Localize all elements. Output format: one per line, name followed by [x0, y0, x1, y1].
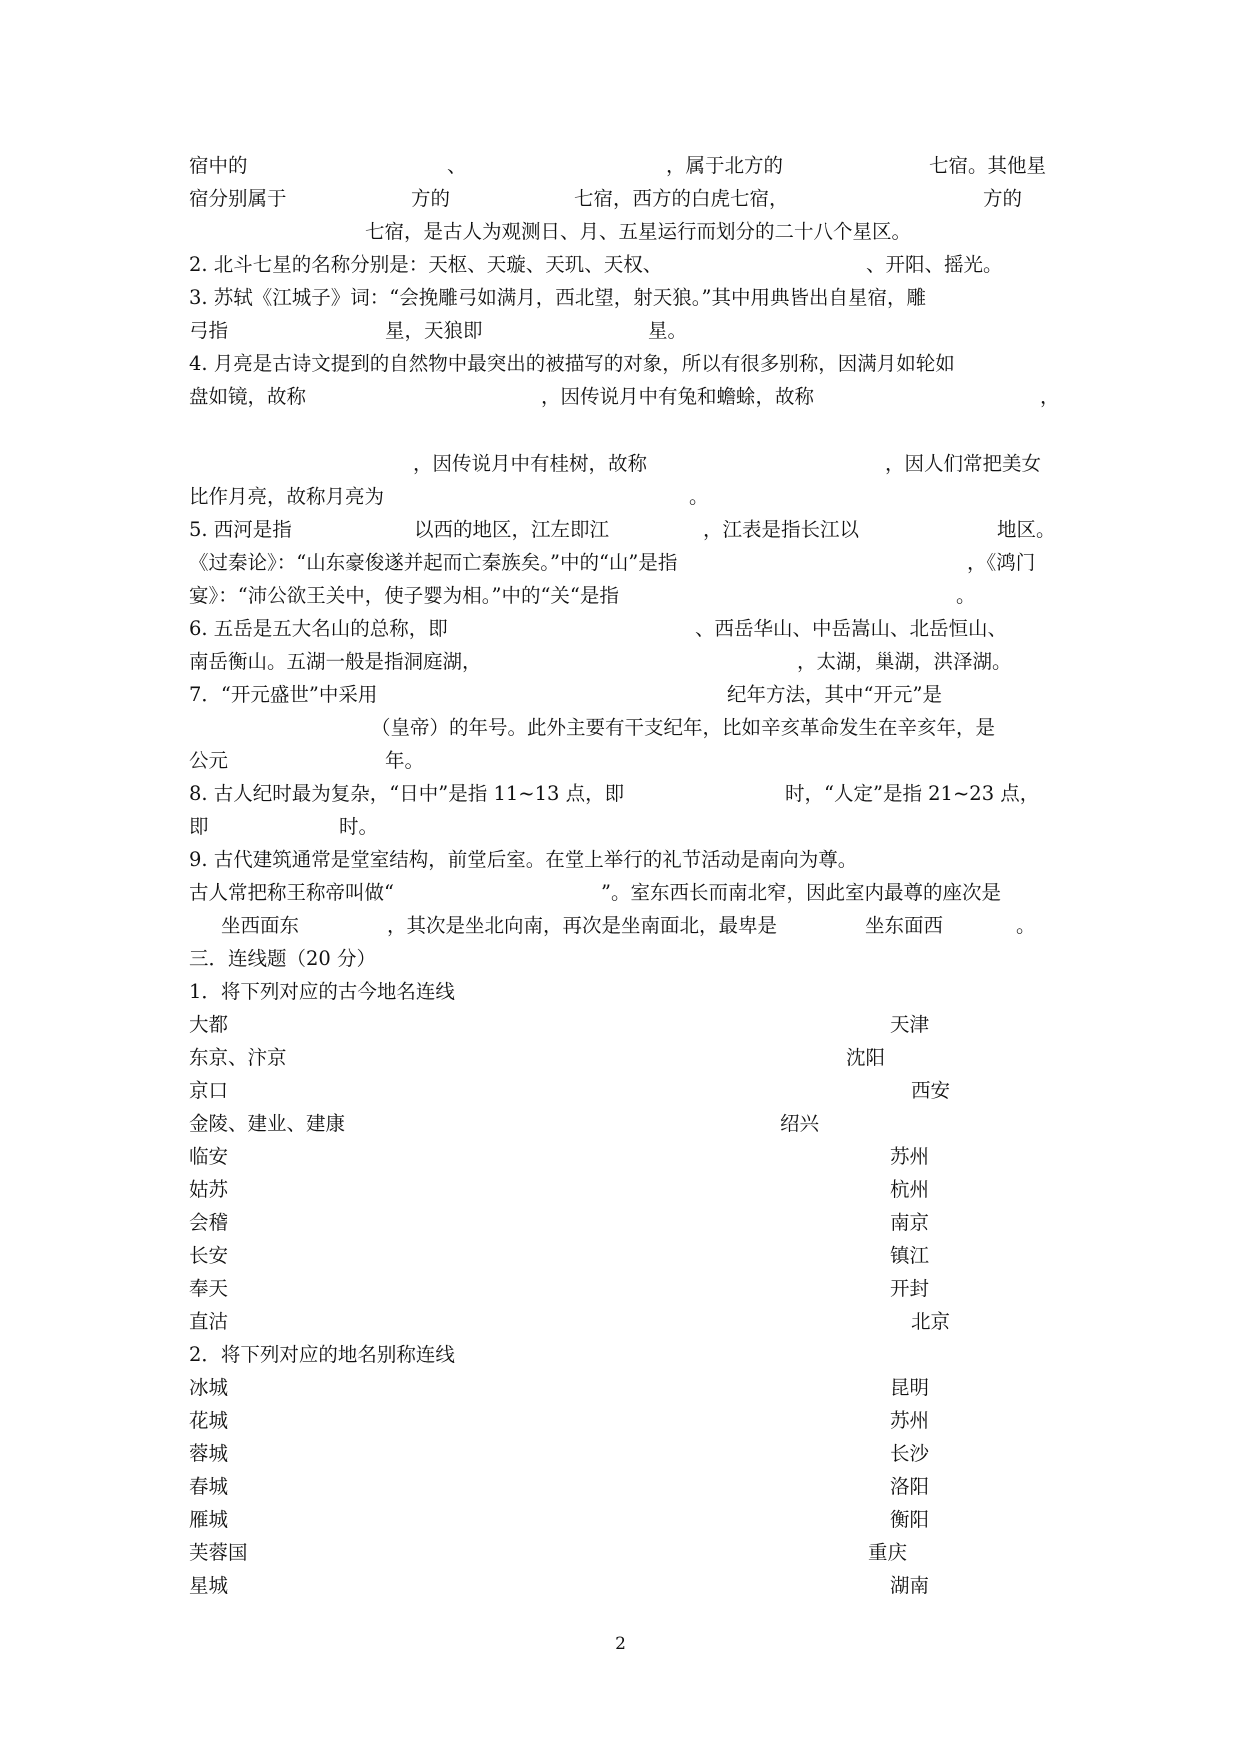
text-segment: 星。 [648, 319, 688, 342]
text-line [189, 581, 1049, 611]
text-line [189, 1175, 1049, 1205]
text-line [189, 316, 1049, 346]
text-segment: 《过秦论》：“山东豪俊遂并起而亡秦族矣。”中的“山”是指 [189, 551, 678, 574]
text-segment: 西安 [911, 1079, 951, 1102]
text-segment: 6. 五岳是五大名山的总称，即 [189, 617, 448, 640]
text-line [189, 1274, 1049, 1304]
text-segment: 会稽 [189, 1211, 229, 1234]
text-segment: 。 [1016, 914, 1036, 937]
text-segment: 即 [189, 815, 209, 838]
text-line [189, 1373, 1049, 1403]
text-segment: 、开阳、摇光。 [866, 253, 1003, 276]
text-segment: 花城 [189, 1409, 229, 1432]
text-segment: （皇帝）的年号。此外主要有干支纪年，比如辛亥革命发生在辛亥年，是 [371, 716, 996, 739]
text-segment: 长沙 [890, 1442, 930, 1465]
text-segment: 。 [689, 485, 709, 508]
text-segment: 昆明 [890, 1376, 930, 1399]
text-line [189, 647, 1049, 677]
text-line [189, 680, 1049, 710]
text-segment: 比作月亮，故称月亮为 [189, 485, 385, 508]
text-segment: 。 [956, 584, 976, 607]
text-line [189, 1241, 1049, 1271]
text-segment: 苏州 [890, 1409, 930, 1432]
text-segment: 弓指 [189, 319, 229, 342]
text-segment: 星城 [189, 1574, 229, 1597]
text-segment: 古人常把称王称帝叫做“ [189, 881, 394, 904]
text-segment: 宿分别属于 [189, 187, 287, 210]
text-segment: 地区。 [997, 518, 1056, 541]
text-segment: 时，“人定”是指 21~23 点， [785, 782, 1040, 805]
text-line [189, 184, 1049, 214]
text-segment: 春城 [189, 1475, 229, 1498]
text-segment: 杭州 [890, 1178, 930, 1201]
text-segment: ，属于北方的 [666, 154, 784, 177]
text-segment: ， [1040, 385, 1060, 408]
text-line [189, 1307, 1049, 1337]
text-line [189, 614, 1049, 644]
text-line [189, 1142, 1049, 1172]
text-segment: ，因传说月中有桂树，故称 [413, 452, 648, 475]
text-segment: 湖南 [890, 1574, 930, 1597]
text-segment: 蓉城 [189, 1442, 229, 1465]
text-segment: 宿中的 [189, 154, 248, 177]
text-segment: 京口 [189, 1079, 229, 1102]
text-segment: ，江表是指长江以 [703, 518, 860, 541]
text-line [189, 151, 1049, 181]
text-line [189, 1439, 1049, 1469]
text-segment: 东京、汴京 [189, 1046, 287, 1069]
text-segment: 雁城 [189, 1508, 229, 1531]
text-line [189, 878, 1049, 908]
text-line [189, 977, 1049, 1007]
text-segment: 七宿，西方的白虎七宿， [574, 187, 789, 210]
text-segment: 三．连线题（20 分） [189, 947, 377, 970]
text-segment: 年。 [385, 749, 425, 772]
text-line [189, 944, 1049, 974]
text-line [189, 746, 1049, 776]
text-segment: 镇江 [890, 1244, 930, 1267]
text-segment: 星，天狼即 [385, 319, 483, 342]
text-line [189, 382, 1060, 412]
text-line [189, 1076, 1049, 1106]
text-segment: 南京 [890, 1211, 930, 1234]
text-segment: ，太湖，巢湖，洪泽湖。 [797, 650, 1012, 673]
text-segment: 3. 苏轼《江城子》词：“会挽雕弓如满月，西北望，射天狼。”其中用典皆出自星宿，雕 [189, 286, 926, 309]
text-segment: 盘如镜，故称 [189, 385, 307, 408]
text-segment: 1．将下列对应的古今地名连线 [189, 980, 455, 1003]
text-segment: ，其次是坐北向南，再次是坐南面北，最卑是 [387, 914, 778, 937]
text-line [189, 812, 1049, 842]
text-segment: 8. 古人纪时最为复杂，“日中”是指 11~13 点，即 [189, 782, 625, 805]
text-segment: 北京 [911, 1310, 951, 1333]
text-segment: 公元 [189, 749, 229, 772]
text-line [189, 1406, 1049, 1436]
text-segment: 苏州 [890, 1145, 930, 1168]
text-segment: 长安 [189, 1244, 229, 1267]
text-segment: 重庆 [868, 1541, 908, 1564]
text-segment: 5. 西河是指 [189, 518, 292, 541]
text-line [189, 1109, 1049, 1139]
text-segment: 七宿，是古人为观测日、月、五星运行而划分的二十八个星区。 [365, 220, 912, 243]
text-line [189, 1340, 1049, 1370]
text-line [189, 1043, 1049, 1073]
text-line [189, 713, 1049, 743]
text-line [189, 515, 1056, 545]
text-segment: 2. 北斗七星的名称分别是：天枢、天璇、天玑、天权、 [189, 253, 663, 276]
text-segment: 奉天 [189, 1277, 229, 1300]
text-line [189, 349, 1049, 379]
text-segment: ，因人们常把美女 [885, 452, 1042, 475]
text-segment: 南岳衡山。五湖一般是指洞庭湖， [189, 650, 482, 673]
text-segment: 临安 [189, 1145, 229, 1168]
text-segment: 开封 [890, 1277, 930, 1300]
text-line [189, 283, 1049, 313]
text-segment: ”。室东西长而南北窄，因此室内最尊的座次是 [601, 881, 1001, 904]
text-segment: 绍兴 [780, 1112, 820, 1135]
text-line [189, 1571, 1049, 1601]
text-segment: 2．将下列对应的地名别称连线 [189, 1343, 455, 1366]
text-segment: 以西的地区，江左即江 [414, 518, 610, 541]
text-segment: 、 [447, 154, 467, 177]
text-line [189, 482, 1049, 512]
text-segment: 坐东面西 [865, 914, 944, 937]
text-segment: 七宿。其他星 [929, 154, 1047, 177]
text-segment: 、西岳华山、中岳嵩山、北岳恒山、 [695, 617, 1008, 640]
text-line [189, 250, 1049, 280]
text-segment: 洛阳 [890, 1475, 930, 1498]
page-number: 2 [615, 1634, 626, 1654]
text-segment: 天津 [890, 1013, 930, 1036]
text-segment: 宴》：“沛公欲王关中，使子婴为相。”中的“关“是指 [189, 584, 619, 607]
text-segment: 7．“开元盛世”中采用 [189, 683, 378, 706]
text-line [189, 548, 1049, 578]
text-line [189, 217, 1049, 247]
text-line [189, 1208, 1049, 1238]
text-segment: 芙蓉国 [189, 1541, 248, 1564]
text-segment: 方的 [411, 187, 451, 210]
text-segment: 9. 古代建筑通常是堂室结构，前堂后室。在堂上举行的礼节活动是南向为尊。 [189, 848, 858, 871]
text-segment: 姑苏 [189, 1178, 229, 1201]
text-segment: ，《鸿门 [967, 551, 1036, 574]
text-segment: 沈阳 [846, 1046, 886, 1069]
text-line [189, 449, 1049, 479]
text-segment: 时。 [339, 815, 379, 838]
text-segment: ，因传说月中有兔和蟾蜍，故称 [541, 385, 815, 408]
text-segment: 4. 月亮是古诗文提到的自然物中最突出的被描写的对象，所以有很多别称，因满月如轮如 [189, 352, 955, 375]
text-line [189, 1472, 1049, 1502]
text-line [189, 911, 1049, 941]
text-line [189, 845, 1049, 875]
text-segment: 方的 [983, 187, 1023, 210]
text-segment: 冰城 [189, 1376, 229, 1399]
text-segment: 坐西面东 [221, 914, 300, 937]
text-line [189, 1010, 1049, 1040]
text-line [189, 1505, 1049, 1535]
text-segment: 纪年方法，其中“开元”是 [727, 683, 942, 706]
text-line [189, 779, 1049, 809]
text-segment: 大都 [189, 1013, 229, 1036]
text-segment: 直沽 [189, 1310, 229, 1333]
text-segment: 金陵、建业、建康 [189, 1112, 346, 1135]
text-line [189, 1538, 1049, 1568]
text-segment: 衡阳 [890, 1508, 930, 1531]
